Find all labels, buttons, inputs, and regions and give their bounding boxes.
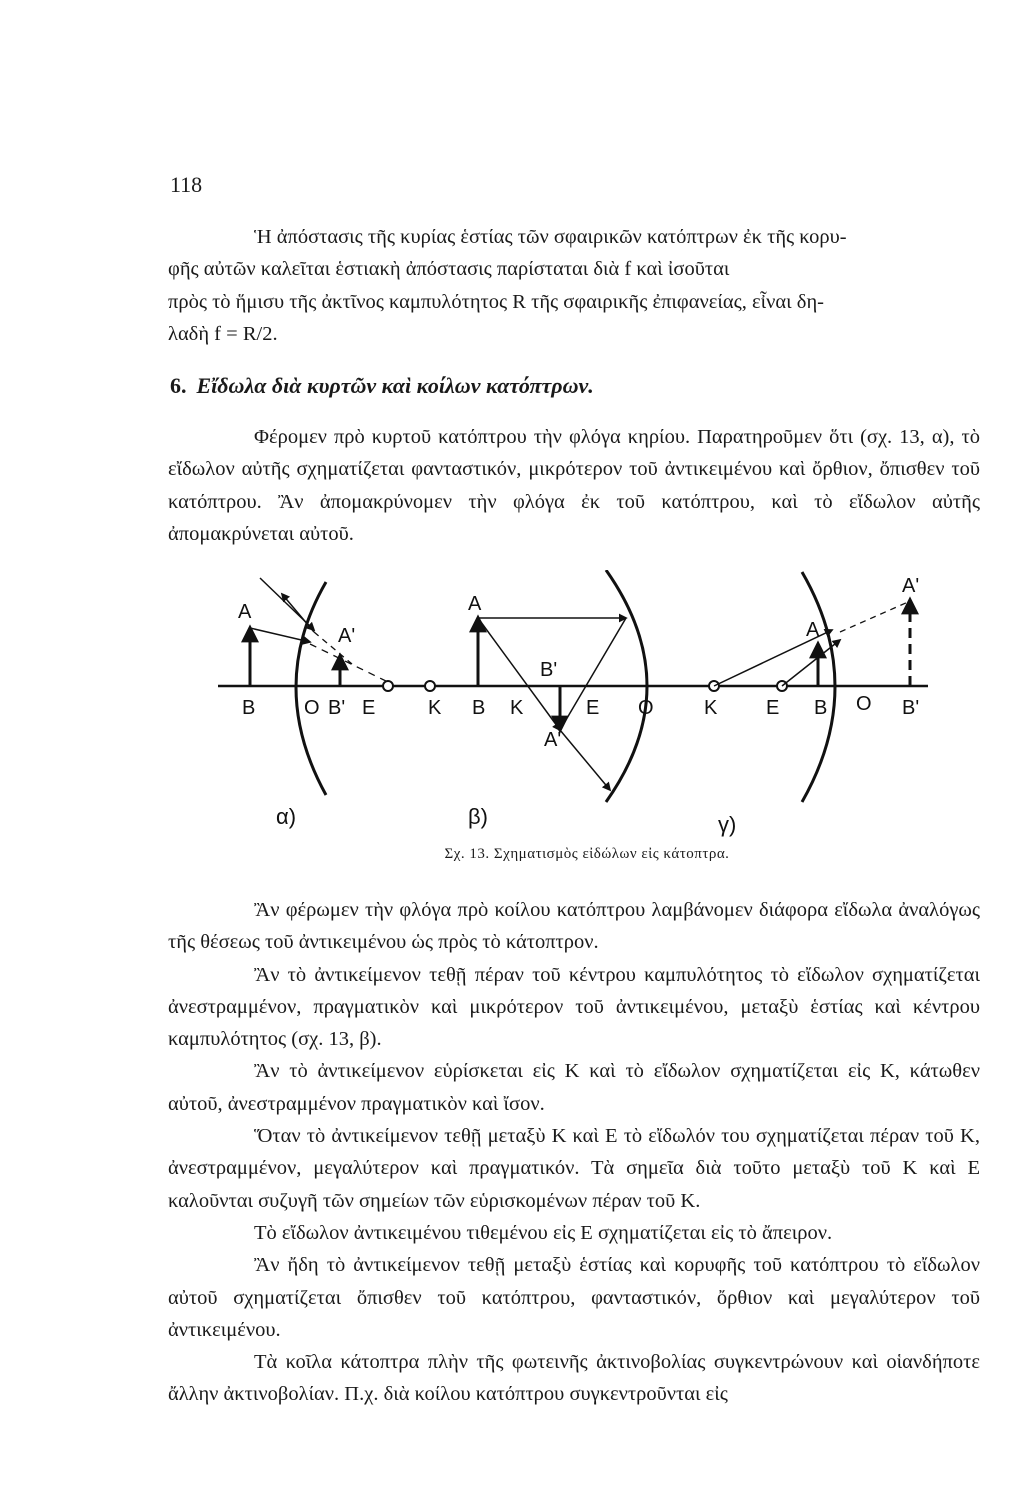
page-number: 118 bbox=[170, 172, 203, 197]
label-o-b: O bbox=[638, 697, 654, 719]
figure-caption: Σχ. 13. Σχηματισμὸς εἰδώλων εἰς κάτοπτρα. bbox=[444, 846, 730, 862]
reflected-ray-b2 bbox=[560, 730, 610, 790]
virtual-ray-c bbox=[840, 602, 908, 632]
text-line: Ἡ ἀπόστασις τῆς κυρίας ἑστίας τῶν σφαιρικῶν κατόπτρων ἐκ τῆς κορυ- bbox=[254, 226, 847, 248]
label-b-c: B bbox=[814, 697, 828, 719]
text-paragraph: Ἂν ἤδη τὸ ἀντικείμενον τεθῇ μεταξὺ ἑστίας καὶ κορυφῆς τοῦ κατόπτρου τὸ εἴδωλον αὐτοῦ σχηματίζεται ὄπισθεν τοῦ κατόπτρου, φανταστικόν, ὄρθιον καὶ μεγαλύτερον τοῦ ἀντικειμένου. bbox=[168, 1254, 980, 1341]
label-k-c: K bbox=[704, 697, 718, 719]
label-o-a: O bbox=[304, 697, 320, 719]
sub-label-b: β) bbox=[468, 804, 488, 829]
label-aprime-b: A' bbox=[544, 729, 562, 751]
label-bprime-c: B' bbox=[902, 697, 920, 719]
label-b-b: B bbox=[472, 697, 486, 719]
point-e-a bbox=[383, 681, 393, 691]
virtual-ray-a bbox=[310, 644, 388, 682]
point-k-a bbox=[425, 681, 435, 691]
label-bprime-a: B' bbox=[328, 697, 346, 719]
label-a-b: A bbox=[468, 593, 482, 615]
sub-label-c: γ) bbox=[718, 812, 737, 837]
text-paragraph: Ὅταν τὸ ἀντικείμενον τεθῇ μεταξὺ Κ καὶ Ε τὸ εἴδωλόν του σχηματίζεται πέραν τοῦ Κ, ἀνεστραμμένον, μεγαλύτερον καὶ πραγματικόν. Τὰ σημεῖα διὰ τοῦτο μεταξὺ τοῦ Κ καὶ Ε καλοῦνται συζυγῆ τῶν σημείων τῶν εὑρισκομένων πέραν τοῦ Κ. bbox=[168, 1125, 980, 1212]
label-a-c: A bbox=[806, 619, 820, 641]
section-heading bbox=[170, 373, 594, 399]
label-k-a: K bbox=[428, 697, 442, 719]
sub-label-a: α) bbox=[276, 804, 297, 829]
text-paragraph: Ἂν φέρωμεν τὴν φλόγα πρὸ κοίλου κατόπτρου λαμβάνομεν διάφορα εἴδωλα ἀναλόγως τῆς θέσεως τοῦ ἀντικειμένου ὡς πρὸς τὸ κάτοπτρον. bbox=[168, 899, 980, 954]
label-aprime-c: A' bbox=[902, 575, 920, 597]
text-paragraph: Ἂν τὸ ἀντικείμενον τεθῇ πέραν τοῦ κέντρου καμπυλότητος τὸ εἴδωλον σχηματίζεται ἀνεστραμμένον, πραγματικὸν καὶ μικρότερον τοῦ ἀντικειμένου, μεταξὺ ἑστίας καὶ κέντρου καμπυλότητος (σχ. 13, β). bbox=[168, 963, 980, 1051]
label-bprime-b: B' bbox=[540, 659, 558, 681]
text-paragraph: Ἂν τὸ ἀντικείμενον εὑρίσκεται εἰς Κ καὶ τὸ εἴδωλον σχηματίζεται εἰς Κ, κάτωθεν αὐτοῦ, ἀνεστραμμένον πραγματικὸν καὶ ἴσον. bbox=[168, 1060, 980, 1115]
mirror-diagram bbox=[218, 570, 938, 840]
text-paragraph: Τὰ κοῖλα κάτοπτρα πλὴν τῆς φωτεινῆς ἀκτινοβολίας συγκεντρώνουν καὶ οἱανδήποτε ἄλλην ἀκτινοβολίαν. Π.χ. διὰ κοίλου κατόπτρου συγκεντροῦνται εἰς bbox=[168, 1351, 980, 1406]
label-o-c: O bbox=[856, 693, 872, 715]
label-a-image: A' bbox=[338, 625, 356, 647]
label-e-c: E bbox=[766, 697, 780, 719]
paragraph-convex-mirror: Φέρομεν πρὸ κυρτοῦ κατόπτρου τὴν φλόγα κηρίου. Παρατηροῦμεν ὅτι (σχ. 13, α), τὸ εἴδωλον αὐτῆς σχηματίζεται φανταστικόν, μικρότερον τοῦ ἀντικειμένου καὶ ὄρθιον, ὄπισθεν τοῦ κατόπτρου. Ἂν ἀπομακρύνομεν τὴν φλόγα ἐκ τοῦ κατόπτρου, καὶ τὸ εἴδωλον αὐτῆς ἀπομακρύνεται αὐτοῦ. bbox=[168, 426, 980, 545]
label-e-b: E bbox=[586, 697, 600, 719]
text-paragraph: Τὸ εἴδωλον ἀντικειμένου τιθεμένου εἰς Ε σχηματίζεται εἰς τὸ ἄπειρον. bbox=[254, 1221, 833, 1244]
text-line: φῆς αὐτῶν καλεῖται ἑστιακὴ ἀπόστασις παρίσταται διὰ f καὶ ἰσοῦται bbox=[168, 258, 730, 281]
ray-c2 bbox=[782, 640, 840, 686]
section-title: Εἴδωλα διὰ κυρτῶν καὶ κοίλων κατόπτρων. bbox=[196, 373, 594, 398]
incident-ray-a2 bbox=[250, 628, 310, 642]
text-line: λαδὴ f = R/2. bbox=[168, 322, 278, 345]
reflected-ray-a bbox=[282, 594, 314, 632]
figure-13 bbox=[218, 570, 938, 840]
label-k-b: K bbox=[510, 697, 524, 719]
paragraph-concave-mirror bbox=[168, 894, 980, 1411]
text-line: πρὸς τὸ ἥμισυ τῆς ἀκτῖνος καμπυλότητος R τῆς σφαιρικῆς ἐπιφανείας, εἶναι δη- bbox=[168, 290, 824, 313]
section-number: 6. bbox=[170, 373, 187, 398]
paragraph-focal-distance bbox=[168, 221, 980, 350]
convex-mirror-arc bbox=[296, 582, 326, 795]
label-e-a: E bbox=[362, 697, 376, 719]
label-b-a: B bbox=[242, 697, 256, 719]
label-a-object: A bbox=[238, 601, 252, 623]
